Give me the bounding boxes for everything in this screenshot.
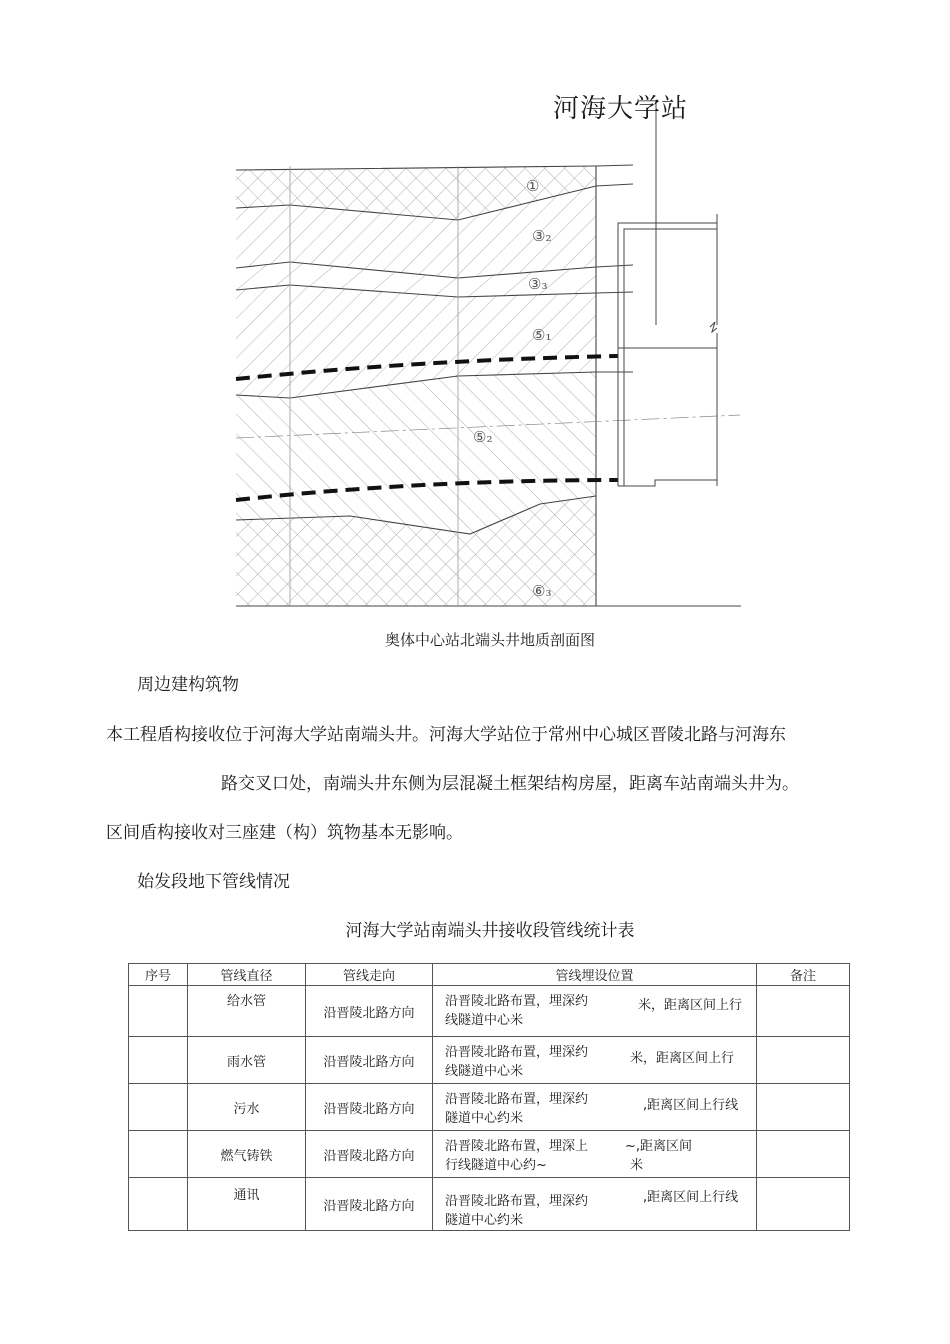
layer-label-6-3: ⑥₃ bbox=[532, 582, 552, 600]
layer-label-1: ① bbox=[526, 177, 540, 195]
header-index: 序号 bbox=[129, 964, 188, 986]
cell-diameter: 污水 bbox=[188, 1084, 306, 1131]
station-structure bbox=[618, 100, 717, 486]
cell-index bbox=[129, 986, 188, 1037]
cell-diameter: 通讯 bbox=[188, 1178, 306, 1231]
table-row bbox=[129, 1084, 850, 1131]
position-text-b: 米，距离区间上行 bbox=[630, 1051, 735, 1066]
position-text-b: ,距离区间上行线 bbox=[643, 1098, 739, 1113]
table-title: 河海大学站南端头井接收段管线统计表 bbox=[345, 921, 635, 941]
layer-label-3-2: ③₂ bbox=[532, 227, 552, 245]
position-text-b: ,距离区间上行线 bbox=[643, 1190, 739, 1205]
table-row bbox=[129, 1178, 850, 1231]
figure-caption: 奥体中心站北端头井地质剖面图 bbox=[384, 631, 595, 649]
header-note: 备注 bbox=[757, 964, 850, 986]
position-text-c: 隧道中心约米 bbox=[445, 1111, 524, 1126]
cell-index bbox=[129, 1131, 188, 1178]
position-text-b: 米，距离区间上行 bbox=[638, 998, 743, 1013]
position-text-a: 沿晋陵北路布置，埋深约 bbox=[445, 994, 589, 1009]
cell-direction: 沿晋陵北路方向 bbox=[306, 1037, 433, 1084]
cell-direction: 沿晋陵北路方向 bbox=[306, 1178, 433, 1231]
position-text-d: 米 bbox=[630, 1158, 644, 1173]
position-text-a: 沿晋陵北路布置，埋深约 bbox=[445, 1045, 589, 1060]
section-heading-pipelines: 始发段地下管线情况 bbox=[137, 872, 290, 892]
position-text-b: ~,距离区间 bbox=[625, 1139, 693, 1154]
position-text-a: 沿晋陵北路布置，埋深上 bbox=[445, 1139, 589, 1154]
geological-section-figure bbox=[220, 80, 760, 620]
cell-note bbox=[757, 1037, 850, 1084]
cell-direction: 沿晋陵北路方向 bbox=[306, 1084, 433, 1131]
cell-position bbox=[433, 1037, 757, 1084]
table-row bbox=[129, 1131, 850, 1178]
position-text-c: 隧道中心约米 bbox=[445, 1213, 524, 1228]
cell-index bbox=[129, 1178, 188, 1231]
paragraph-line-2: 路交叉口处，南端头井东侧为层混凝土框架结构房屋，距离车站南端头井为。 bbox=[221, 774, 799, 794]
cell-position bbox=[433, 986, 757, 1037]
position-text-a: 沿晋陵北路布置，埋深约 bbox=[445, 1092, 589, 1107]
cell-position bbox=[433, 1084, 757, 1131]
cell-direction: 沿晋陵北路方向 bbox=[306, 1131, 433, 1178]
layer-label-5-1: ⑤₁ bbox=[532, 326, 552, 344]
paragraph-line-3: 区间盾构接收对三座建（构）筑物基本无影响。 bbox=[106, 823, 463, 843]
table-row bbox=[129, 986, 850, 1037]
cell-index bbox=[129, 1084, 188, 1131]
cell-position bbox=[433, 1131, 757, 1178]
cell-diameter: 给水管 bbox=[188, 986, 306, 1037]
station-label: 河海大学站 bbox=[553, 94, 689, 124]
cell-position bbox=[433, 1178, 757, 1231]
position-text-a: 沿晋陵北路布置，埋深约 bbox=[445, 1194, 589, 1209]
layer-label-5-2: ⑤₂ bbox=[473, 428, 493, 446]
position-text-c: 行线隧道中心约~ bbox=[445, 1158, 547, 1173]
cell-note bbox=[757, 1178, 850, 1231]
cell-note bbox=[757, 1131, 850, 1178]
header-position: 管线埋设位置 bbox=[433, 964, 757, 986]
position-text-c: 线隧道中心米 bbox=[445, 1013, 524, 1028]
cell-diameter: 燃气铸铁 bbox=[188, 1131, 306, 1178]
cell-index bbox=[129, 1037, 188, 1084]
paragraph-line-1: 本工程盾构接收位于河海大学站南端头井。河海大学站位于常州中心城区晋陵北路与河海东 bbox=[106, 725, 786, 745]
cell-direction: 沿晋陵北路方向 bbox=[306, 986, 433, 1037]
section-heading-buildings: 周边建构筑物 bbox=[137, 675, 239, 695]
position-text-c: 线隧道中心米 bbox=[445, 1064, 524, 1079]
cell-note bbox=[757, 1084, 850, 1131]
layer-label-3-3: ③₃ bbox=[528, 275, 548, 293]
table-header-row bbox=[129, 964, 850, 986]
header-diameter: 管线直径 bbox=[188, 964, 306, 986]
table-row bbox=[129, 1037, 850, 1084]
pipeline-table bbox=[128, 963, 850, 1231]
cell-diameter: 雨水管 bbox=[188, 1037, 306, 1084]
cell-note bbox=[757, 986, 850, 1037]
header-direction: 管线走向 bbox=[306, 964, 433, 986]
